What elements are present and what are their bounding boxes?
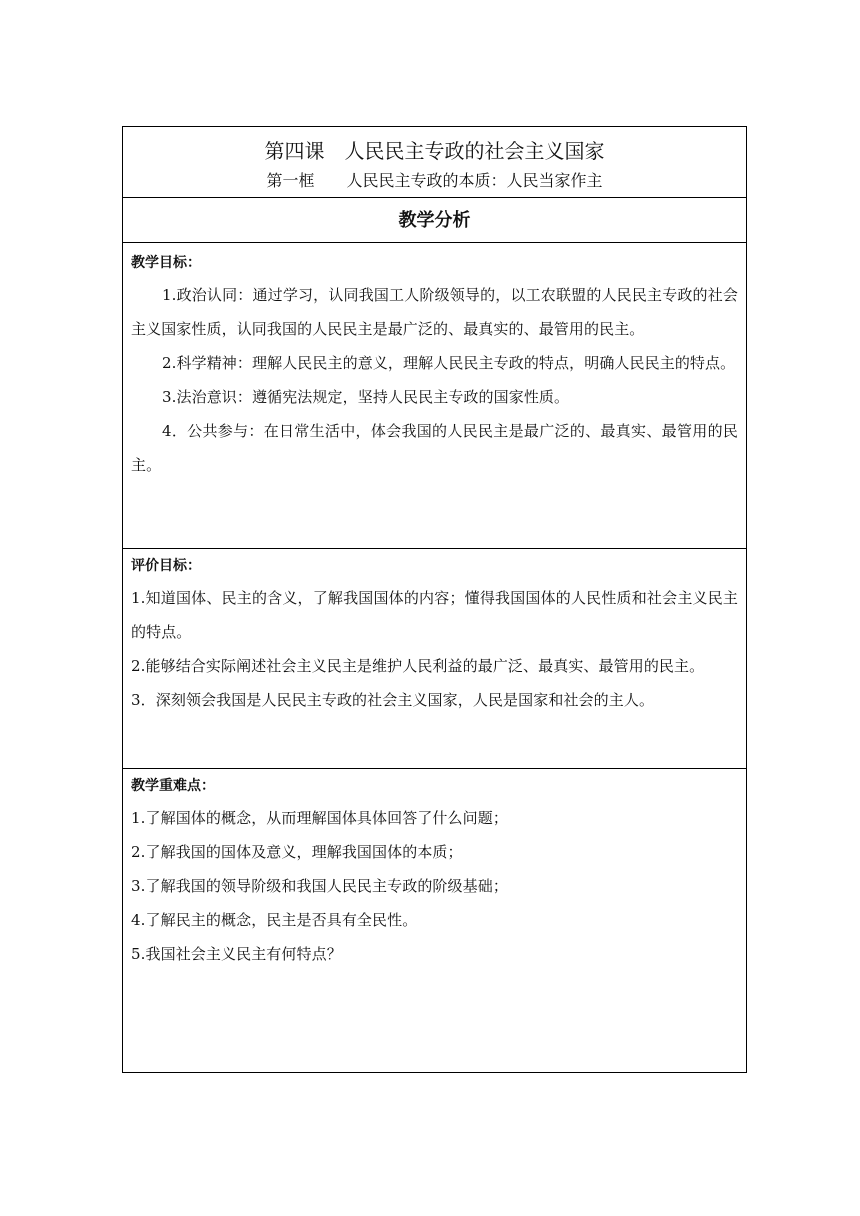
teaching-goals-heading: 教学目标： <box>131 255 201 271</box>
analysis-title: 教学分析 <box>398 210 471 231</box>
teaching-goal-item: 3.法治意识：遵循宪法规定，坚持人民民主专政的国家性质。 <box>162 388 570 406</box>
key-point-item: 3.了解我国的领导阶级和我国人民民主专政的阶级基础； <box>131 877 508 895</box>
key-points-section <box>123 769 746 1072</box>
evaluation-goal-item: 3．深刻领会我国是人民民主专政的社会主义国家，人民是国家和社会的主人。 <box>131 691 655 709</box>
analysis-row <box>123 198 746 243</box>
key-point-item: 4.了解民主的概念，民主是否具有全民性。 <box>131 911 418 929</box>
evaluation-goal-item: 1.知道国体、民主的含义，了解我国国体的内容；懂得我国国体的人民性质和社会主义民主的特点。 <box>131 589 738 641</box>
evaluation-goal-item: 2.能够结合实际阐述社会主义民主是维护人民利益的最广泛、最真实、最管用的民主。 <box>131 657 705 675</box>
key-points-heading: 教学重难点： <box>131 778 215 794</box>
key-point-item: 1.了解国体的概念，从而理解国体具体回答了什么问题； <box>131 809 508 827</box>
evaluation-goals-heading: 评价目标： <box>131 558 201 574</box>
evaluation-goals-section <box>123 549 746 769</box>
section-title: 第一框 人民民主专政的本质：人民当家作主 <box>266 171 603 190</box>
key-point-item: 2.了解我国的国体及意义，理解我国国体的本质； <box>131 843 463 861</box>
teaching-goals-section <box>123 243 746 549</box>
title-row <box>123 127 746 198</box>
teaching-goal-item: 2.科学精神：理解人民民主的意义，理解人民民主专政的特点，明确人民民主的特点。 <box>162 354 736 372</box>
teaching-goal-item: 1.政治认同：通过学习，认同我国工人阶级领导的，以工农联盟的人民民主专政的社会主义国家性质，认同我国的人民民主是最广泛的、最真实的、最管用的民主。 <box>131 286 738 338</box>
lesson-plan-table <box>122 126 747 1073</box>
lesson-title: 第四课 人民民主专政的社会主义国家 <box>264 139 605 163</box>
key-point-item: 5.我国社会主义民主有何特点？ <box>131 945 342 963</box>
teaching-goal-item: 4．公共参与：在日常生活中，体会我国的人民民主是最广泛的、最真实、最管用的民主。 <box>131 422 738 474</box>
